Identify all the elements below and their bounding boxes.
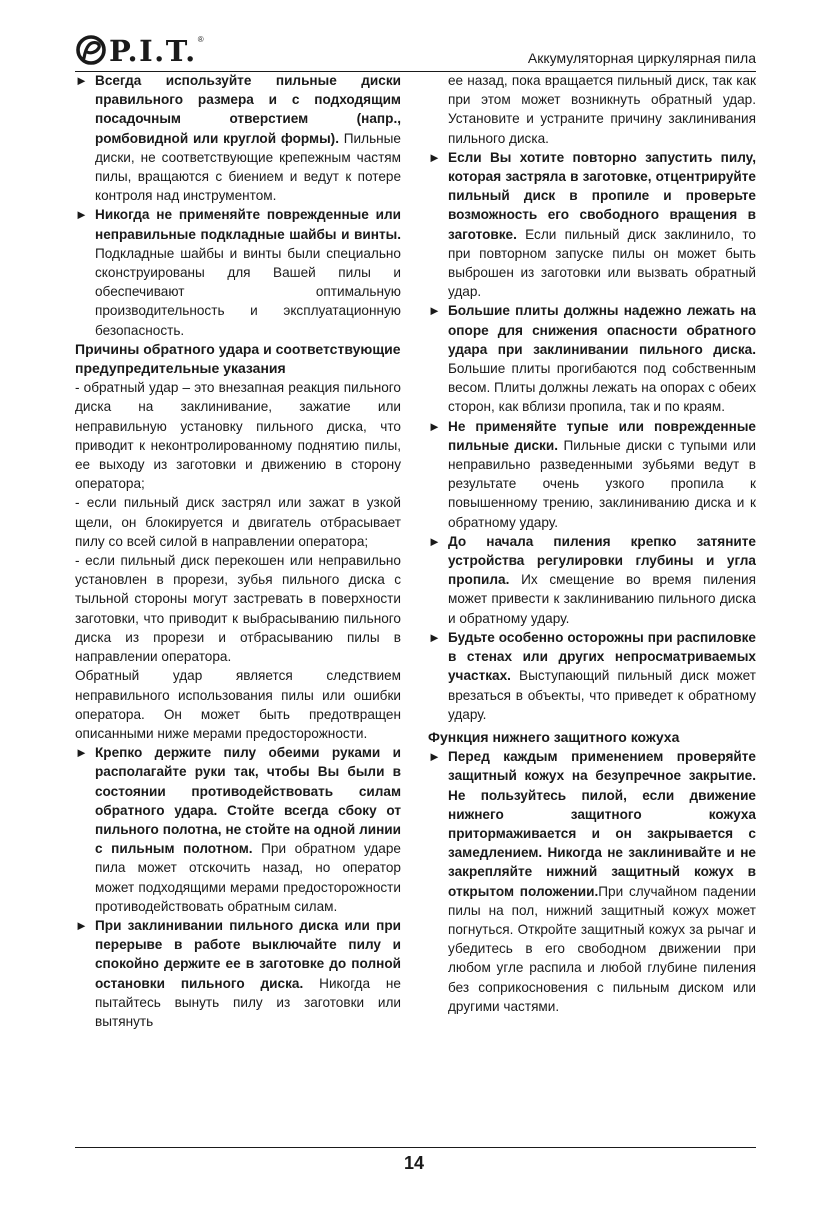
item-text <box>95 916 401 1031</box>
item-body-text: Выступающий пильный диск может врезаться в объекты, что приведет к обратному удару. <box>448 668 756 722</box>
paragraph: - если пильный диск перекошен или неправильно установлен в прорези, зубья пильного диска с тыльной стороны могут застревать в поверхности заготовки, что приводит к выбрасыванию пильного диска из прорези и отбрасыванию пилы в направлении оператора. <box>75 553 401 665</box>
section-heading-lower-guard: Функция нижнего защитного кожуха <box>428 728 680 745</box>
warning-item <box>428 301 756 416</box>
bullet-icon: ► <box>75 73 88 88</box>
item-bold-text: Перед каждым применением проверяйте защитный кожух на безупречное закрытие. Не пользуйтесь пилой, если движение нижнего защитного кожуха притормаживается и он закрывается с замедлением. Никогда не заклинивайте и не закрепляйте нижний защитный кожух в открытом положении. <box>448 749 756 899</box>
item-text <box>448 628 756 724</box>
item-body-text: Никогда не пытайтесь вынуть пилу из заготовки или вытянуть <box>95 975 401 1029</box>
warning-item <box>75 916 401 1031</box>
bullet-icon: ► <box>428 749 441 765</box>
bullet-icon: ► <box>428 418 441 434</box>
paragraph: Обратный удар является следствием неправильного использования пилы или ошибки оператора. Он может быть предотвращен описанными ниже мерами предосторожности. <box>75 668 401 741</box>
item-text <box>448 417 756 532</box>
warning-item <box>75 71 401 205</box>
registered-mark: ® <box>197 35 204 44</box>
item-bold-text: Никогда не применяйте поврежденные или неправильные подкладные шайбы и винты. <box>95 207 401 242</box>
document-title: Аккумуляторная циркулярная пила <box>527 50 756 66</box>
item-body-text: Пильные диски с тупыми или неправильно разведенными зубьями ведут в результате очень узкого пропила к повышенному трению, заклиниванию диска и к обратному удару. <box>448 437 757 530</box>
item-text <box>448 148 756 302</box>
item-text <box>448 301 756 416</box>
warning-item <box>428 532 756 628</box>
item-bold-text: При заклинивании пильного диска или при перерыве в работе выключайте пилу и спокойно держите ее в заготовке до полной остановки пильного диска. <box>95 917 401 991</box>
item-text <box>95 743 401 916</box>
warning-item <box>428 747 756 1016</box>
page-header <box>75 30 756 72</box>
bullet-icon: ► <box>75 917 88 933</box>
item-body-text: Подкладные шайбы и винты были специально сконструированы для Вашей пилы и обеспечивают оптимальную производительность и эксплуатационную безопасность. <box>95 245 401 338</box>
item-bold-text: Не применяйте тупые или поврежденные пильные диски. <box>448 418 756 453</box>
section-heading-kickback: Причины обратного удара и соответствующие предупредительные указания <box>75 340 401 377</box>
bullet-icon: ► <box>428 629 441 645</box>
item-body-text: Пильные диски, не соответствующие крепежным частям пилы, вращаются с биением и ведут к потере контроля над инструментом. <box>95 130 401 204</box>
bullet-icon: ► <box>428 149 441 165</box>
warning-item <box>428 148 756 302</box>
item-bold-text: Если Вы хотите повторно запустить пилу, которая застряла в заготовке, отцентрируйте пильный диск в пропиле и проверьте возможность его свободного вращения в заготовке. <box>448 149 756 242</box>
logo-text: P.I.T. <box>109 34 197 68</box>
warning-item <box>428 417 756 532</box>
continued-paragraph: ее назад, пока вращается пильный диск, так как при этом может возникнуть обратный удар. Установите и устраните причину заклинивания пильного диска. <box>448 73 756 146</box>
bullet-icon: ► <box>428 533 441 549</box>
item-body-text: При случайном падении пилы на пол, нижний защитный кожух может погнуться. Откройте защитный кожух за рычаг и убедитесь в его свободном движении при любом угле распила и любой глубине пиления без соприкосновения с пильным диском или другими частями. <box>448 883 756 1014</box>
warning-item <box>75 205 401 339</box>
item-body-text: При обратном ударе пила может отскочить назад, но оператор может подходящими мерами предосторожности противодействовать обратным силам. <box>95 841 401 914</box>
paragraph: - обратный удар – это внезапная реакция пильного диска на заклинивание, зажатие или неправильную установку пильного диска, что приводит к неконтролированному поднятию пилы, ее выходу из заготовки и движению в сторону оператора; <box>75 380 401 492</box>
bullet-icon: ► <box>428 303 441 319</box>
item-body-text: Если пильный диск заклинило, то при повторном запуске пилы он может быть выброшен из заготовки или вызвать обратный удар. <box>448 226 756 300</box>
item-body-text: Их смещение во время пиления может привести к заклиниванию пильного диска и обратному удару. <box>448 572 756 626</box>
bullet-icon: ► <box>75 207 88 223</box>
item-text <box>95 205 401 339</box>
right-column <box>428 71 756 1016</box>
item-bold-text: Будьте особенно осторожны при распиловке в стенах или других непросматриваемых участках. <box>448 629 756 684</box>
item-bold-text: Крепко держите пилу обеими руками и располагайте руки так, чтобы Вы были в состоянии противодействовать силам обратного удара. Стойте всегда сбоку от пильного полотна, не стойте на одной линии с пильным полотном. <box>95 745 401 857</box>
item-text <box>95 71 401 205</box>
pit-logo <box>75 34 204 68</box>
item-text <box>448 532 756 628</box>
warning-item <box>75 743 401 916</box>
item-bold-text: До начала пиления крепко затяните устройства регулировки глубины и угла пропила. <box>448 533 756 588</box>
left-column <box>75 71 401 1031</box>
page-number: 14 <box>403 1153 425 1173</box>
footer-divider <box>75 1147 756 1148</box>
item-text <box>448 747 756 1016</box>
paragraph: - если пильный диск застрял или зажат в узкой щели, он блокируется и двигатель отбрасывает пилу со всей силой в направлении оператора; <box>75 495 401 549</box>
item-body-text: Большие плиты прогибаются под собственным весом. Плиты должны лежать на опорах с обеих сторон, как вблизи пропила, так и по краям. <box>448 361 756 415</box>
pit-logo-icon <box>75 34 107 66</box>
item-bold-text: Большие плиты должны надежно лежать на опоре для снижения опасности обратного удара при заклинивании пильного диска. <box>448 303 756 357</box>
warning-item <box>428 628 756 724</box>
item-bold-text: Всегда используйте пильные диски правильного размера и с подходящим посадочным отверстием (напр., ромбовидной или круглой формы). <box>95 73 401 146</box>
bullet-icon: ► <box>75 745 88 761</box>
